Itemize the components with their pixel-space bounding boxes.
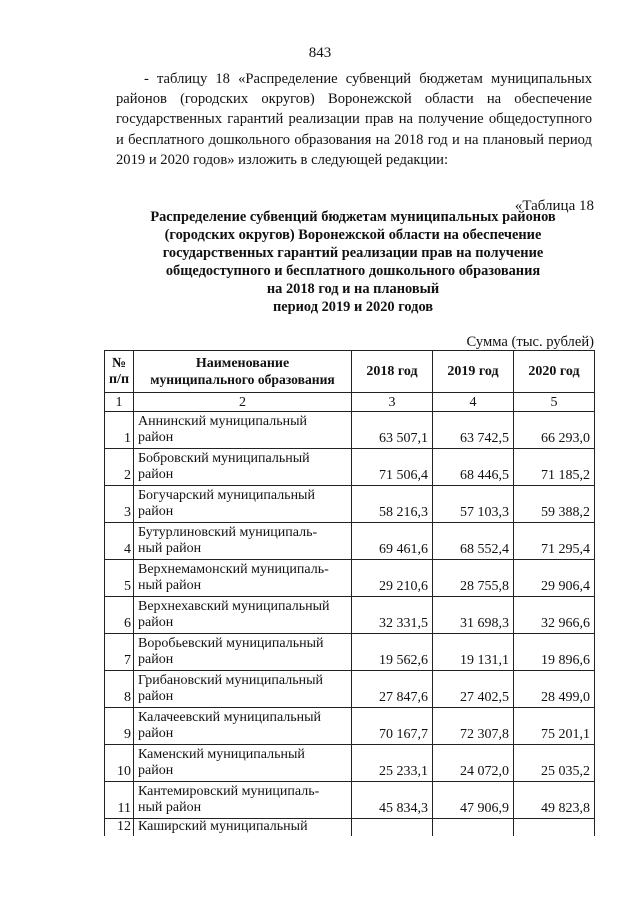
value-2018: 71 506,4 [352,449,433,486]
header-2018: 2018 год [352,351,433,393]
header-name-line: муниципального образования [150,371,335,387]
municipality-name-line: Грибановский муниципальный [138,673,323,688]
value-2019: 28 755,8 [433,560,514,597]
table-row [105,782,595,819]
value-2019 [433,819,514,837]
row-number: 12 [105,819,134,837]
value-2020: 19 896,6 [514,634,595,671]
table-row [105,708,595,745]
table-label: «Таблица 18 [514,198,594,214]
municipality-name-line: ный район [138,800,202,815]
table-title [118,209,588,316]
municipality-name [134,782,352,819]
value-2020: 59 388,2 [514,486,595,523]
value-2018: 63 507,1 [352,412,433,449]
column-index: 2 [134,393,352,412]
row-number: 7 [105,634,134,671]
municipality-name-line: район [138,726,174,741]
table-title-line: государственных гарантий реализации прав на получение [162,244,544,261]
municipality-name-line: ный район [138,541,202,556]
municipality-name-line: район [138,763,174,778]
municipality-name-line: район [138,689,174,704]
table-row [105,486,595,523]
value-2019: 68 552,4 [433,523,514,560]
table-title-line: период 2019 и 2020 годов [272,298,434,315]
row-number: 2 [105,449,134,486]
value-2020 [514,819,595,837]
value-2018: 29 210,6 [352,560,433,597]
municipality-name-line: Верхнехавский муниципальный [138,599,330,614]
value-2020: 49 823,8 [514,782,595,819]
column-index: 3 [352,393,433,412]
municipality-name-line: район [138,467,174,482]
table-row [105,449,595,486]
row-number: 6 [105,597,134,634]
value-2018: 45 834,3 [352,782,433,819]
table-title-line: (городских округов) Воронежской области на обеспечение [164,226,542,243]
header-name-line: Наименование [195,355,290,371]
header-2019: 2019 год [433,351,514,393]
municipality-name-line: район [138,615,174,630]
municipality-name-line: ный район [138,578,202,593]
value-2020: 71 185,2 [514,449,595,486]
row-number: 10 [105,745,134,782]
value-2018: 58 216,3 [352,486,433,523]
value-2018: 70 167,7 [352,708,433,745]
value-2018: 25 233,1 [352,745,433,782]
value-2019: 24 072,0 [433,745,514,782]
municipality-name-line: Богучарский муниципальный [138,488,315,503]
value-2019: 19 131,1 [433,634,514,671]
column-index: 4 [433,393,514,412]
value-2018: 32 331,5 [352,597,433,634]
row-number: 9 [105,708,134,745]
table-row [105,634,595,671]
value-2020: 75 201,1 [514,708,595,745]
value-2018: 27 847,6 [352,671,433,708]
municipality-name-line: район [138,504,174,519]
value-2018: 69 461,6 [352,523,433,560]
municipality-name-line: Калачеевский муниципальный [138,710,322,725]
municipality-name [134,745,352,782]
table-row [105,819,595,837]
header-2020: 2020 год [514,351,595,393]
municipality-name-line: Воробьевский муниципальный [138,636,324,651]
table-title-line: Распределение субвенций бюджетам муниципальных районов [150,209,556,225]
municipality-name [134,708,352,745]
municipality-name-line: Аннинский муниципальный [138,414,307,429]
value-2018 [352,819,433,837]
value-2020: 25 035,2 [514,745,595,782]
municipality-name [134,412,352,449]
municipality-name: Каширский муниципальный [134,819,352,837]
table-row [105,671,595,708]
row-number: 5 [105,560,134,597]
municipality-name [134,671,352,708]
municipality-name [134,449,352,486]
value-2019: 47 906,9 [433,782,514,819]
municipality-name-line: Кантемировский муниципаль- [138,784,320,799]
row-number: 8 [105,671,134,708]
value-2019: 57 103,3 [433,486,514,523]
column-index: 5 [514,393,595,412]
value-2020: 66 293,0 [514,412,595,449]
column-index-row [105,393,595,412]
municipality-name [134,486,352,523]
header-num: № п/п [105,351,134,393]
municipality-name [134,560,352,597]
municipality-name-line: Каменский муниципальный [138,747,305,762]
value-2020: 71 295,4 [514,523,595,560]
value-2020: 32 966,6 [514,597,595,634]
row-number: 4 [105,523,134,560]
row-number: 1 [105,412,134,449]
row-number: 3 [105,486,134,523]
row-number: 11 [105,782,134,819]
table-title-line: на 2018 год и на плановый [266,280,440,297]
sum-units-label: Сумма (тыс. рублей) [466,334,594,350]
table-row [105,560,595,597]
value-2019: 31 698,3 [433,597,514,634]
table-row [105,523,595,560]
municipality-name-line: Бобровский муниципальный [138,451,310,466]
municipality-name-line: Верхнемамонский муниципаль- [138,562,329,577]
municipality-name-line: Бутурлиновский муниципаль- [138,525,318,540]
table-row [105,597,595,634]
table-title-line: общедоступного и бесплатного дошкольного образования [165,262,541,279]
value-2020: 28 499,0 [514,671,595,708]
value-2019: 27 402,5 [433,671,514,708]
header-name [134,351,352,393]
value-2019: 68 446,5 [433,449,514,486]
value-2019: 63 742,5 [433,412,514,449]
table-row [105,745,595,782]
value-2020: 29 906,4 [514,560,595,597]
value-2018: 19 562,6 [352,634,433,671]
municipality-name [134,523,352,560]
subsidy-table [104,350,595,836]
header-row [105,351,595,393]
page-number: 843 [308,45,332,61]
municipality-name [134,634,352,671]
table-row [105,412,595,449]
column-index: 1 [105,393,134,412]
intro-paragraph: - таблицу 18 «Распределение субвенций бюджетам муниципальных районов (городских округов) Воронежской области на обеспечение государственных гарантий реализации прав на получение общедоступного и бесплатного дошкольного образования на 2018 год и на плановый период 2019 и 2020 годов» изложить в следующей редакции: [116,71,592,168]
municipality-name-line: район [138,652,174,667]
municipality-name-line: район [138,430,174,445]
value-2019: 72 307,8 [433,708,514,745]
municipality-name [134,597,352,634]
